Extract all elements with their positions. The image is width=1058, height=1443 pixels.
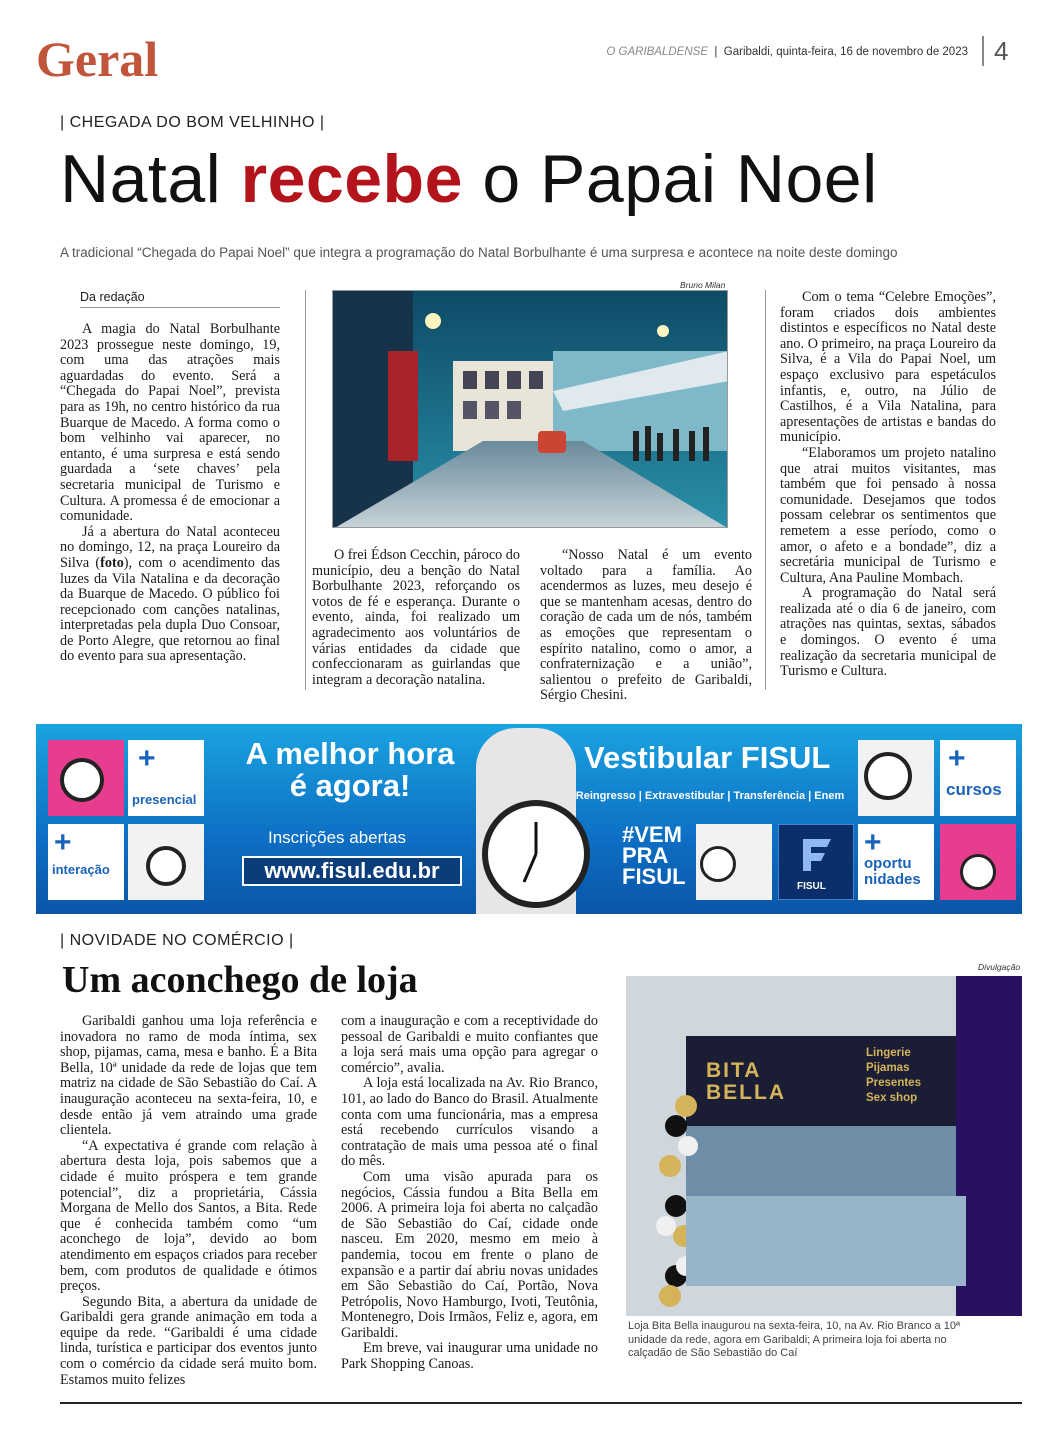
publication-name: O GARIBALDENSE — [606, 46, 708, 58]
ad-headline-line: A melhor hora — [245, 736, 455, 771]
story1-column-1 — [60, 322, 280, 665]
ad-plus-tile — [128, 740, 204, 816]
ad-photo-tile — [48, 740, 124, 816]
headline-part-c: o Papai Noel — [462, 141, 878, 217]
story1-column-4 — [780, 290, 996, 680]
hashtag-line: PRA — [622, 843, 669, 868]
story1-column-2 — [312, 548, 520, 688]
story2-kicker: | NOVIDADE NO COMÉRCIO | — [60, 932, 294, 949]
page-number: 4 — [982, 36, 1008, 66]
page-bottom-rule — [60, 1402, 1022, 1404]
story2-column-2 — [341, 1014, 598, 1373]
ad-plus-tile — [858, 824, 934, 900]
paragraph: “Nosso Natal é um evento voltado para a família. Ao acendermos as luzes, meu desejo é que se mantenham acesas, dentro do coração de cada um de nós, também as emoções que representam o espírito natalino, como o amor, a confraternização e a união”, salientou o prefeito de Garibaldi, Sérgio Chesini. — [540, 547, 752, 704]
paragraph: Com o tema “Celebre Emoções”, foram criados dois ambientes distintos e específicos no Natal deste ano. O primeiro, na praça Loureiro da Silva, é a Vila do Papai Noel, um espaço exclusivo para espetáculos infantis, e, outro, na Júlio de Castilhos, é a Vila Natalina, para apresentações de artistas e bandas do município. — [780, 289, 996, 446]
paragraph: Garibaldi ganhou uma loja referência e inovadora no ramo de moda íntima, sex shop, pijamas, cama, mesa e banho. É a Bita Bella, 10ª unidade da rede de lojas que tem matriz na cidade de São Sebastião do Caí. A inauguração aconteceu na sexta-feira, 10, e desde então já vem atraindo uma grade clientela. — [60, 1013, 317, 1139]
headline-highlight: recebe — [240, 141, 463, 217]
paragraph: “A expectativa é grande com relação à abertura desta loja, pois sabemos que a cidade é muito próspera e tem grande potencial”, diz a proprietária, Cássia Morgana de Mello dos Santos, a Bita. Rede que é conhecida também como “um aconchego de loja”, devido ao bom atendimento em espaços criados para receber bem, com produtos de qualidade e ótimos preços. — [60, 1137, 317, 1295]
plus-label: cursos — [946, 780, 1002, 799]
hashtag-line: FISUL — [622, 864, 686, 889]
ad-photo-tile — [696, 824, 772, 900]
store-photo — [626, 976, 1022, 1316]
date-text: Garibaldi, quinta-feira, 16 de novembro de 2023 — [723, 46, 968, 58]
ad-plus-tile — [48, 824, 124, 900]
plus-label-line: oportu — [864, 855, 912, 872]
fisul-ad-banner[interactable] — [36, 724, 1022, 914]
paragraph: A loja está localizada na Av. Rio Branco, 101, ao lado do Banco do Brasil. Atualmente conta com uma funcionária, mas a empresa está recebendo currículos visando a contratação de mais uma pessoa até o final do mês. — [341, 1075, 598, 1170]
paragraph — [60, 525, 280, 665]
story1-headline — [60, 140, 878, 218]
clock-icon — [146, 846, 186, 886]
photo-caption: Loja Bita Bella inaugurou na sexta-feira, 10, na Av. Rio Branco a 10ª unidade da rede, agora em Garibaldi; A primeira loja foi aberta no calçadão de São Sebastião do Caí — [628, 1320, 961, 1359]
store-service: Lingerie — [866, 1047, 911, 1059]
dateline — [606, 46, 968, 58]
night-street-image — [333, 291, 728, 528]
story2-column-1 — [60, 1014, 317, 1388]
headline-part-a: Natal — [60, 141, 241, 217]
clock-icon — [60, 758, 104, 802]
ad-photo-tile — [858, 740, 934, 816]
paragraph: A magia do Natal Borbulhante 2023 prossegue neste domingo, 19, com uma das atrações mais aguardadas do evento. Será a “Chegada do Papai Noel”, prevista para as 19h, no centro histórico da rua Buarque de Macedo. A forma como o bom velhinho vai aparecer, no entanto, é uma surpresa e está sendo guardada a ‘sete chaves’ pela secretaria municipal de Turismo e Cultura. A promessa é de emocionar a comunidade. — [60, 321, 280, 525]
store-sign-line: BITA — [706, 1059, 762, 1082]
store-service: Presentes — [866, 1077, 921, 1089]
plus-icon: + — [138, 742, 156, 775]
fisul-logo-tile — [778, 824, 854, 900]
plus-label — [864, 856, 921, 888]
story1-subhead: A tradicional “Chegada do Papai Noel” que integra a programação do Natal Borbulhante é uma surpresa e acontece na noite deste domingo — [60, 245, 898, 260]
ad-photo-tile — [128, 824, 204, 900]
fisul-logo-icon — [799, 835, 835, 875]
plus-icon: + — [54, 826, 72, 859]
plus-label: presencial — [132, 792, 197, 807]
paragraph: Segundo Bita, a abertura da unidade de Garibaldi gera grande animação em toda a equipe da rede. “Garibaldi é uma cidade linda, turística e participar dos eventos junto com o comércio da cidade será muito bom. Estamos muito felizes — [60, 1293, 317, 1388]
separator: | — [711, 46, 724, 58]
ad-vestibular-title: Vestibular FISUL — [584, 740, 831, 775]
clock-icon — [700, 846, 736, 882]
plus-label: interação — [52, 862, 110, 877]
ad-options: Reingresso | Extravestibular | Transferência | Enem — [575, 790, 845, 802]
big-clock-icon — [482, 800, 590, 908]
column-divider — [765, 290, 766, 690]
plus-icon: + — [948, 742, 966, 775]
store-service: Pijamas — [866, 1062, 910, 1074]
store-sign-line: BELLA — [706, 1081, 786, 1104]
byline: Da redação — [80, 290, 280, 308]
photo-credit: Bruno Milan — [680, 280, 726, 290]
paragraph: com a inauguração e com a receptividade do pessoal de Garibaldi e muito confiantes que a loja será mais uma opção para agregar o comércio”, avalia. — [341, 1013, 598, 1076]
ad-plus-tile — [940, 740, 1016, 816]
ad-photo-tile — [940, 824, 1016, 900]
text-run: ), com o acendimento das luzes da Vila Natalina e da decoração da Buarque de Macedo. O público foi recepcionado com canções natalinas, interpretadas pela dupla Duo Consoar, de Porto Alegre, que retornou ao final do evento para sua apresentação. — [60, 554, 281, 665]
clock-icon — [864, 752, 912, 800]
ad-hashtag — [622, 824, 686, 887]
plus-icon: + — [864, 826, 882, 859]
fisul-logo-text: FISUL — [797, 881, 826, 892]
clock-hands — [488, 806, 584, 902]
ad-headline-line: é agora! — [289, 768, 411, 803]
hashtag-line: #VEM — [622, 822, 682, 847]
text-run-bold: foto — [100, 554, 124, 571]
paragraph: Com uma visão apurada para os negócios, Cássia fundou a Bita Bella em 2006. A primeira loja foi aberta no calçadão de São Sebastião do Caí, cidade onde nasceu. Em 2020, mesmo em meio à pandemia, tocou em frente o plano de expansão e a partir daí abriu novas unidades em São Sebastião do Caí, Portão, Nova Petrópolis, Novo Hamburgo, Ivoti, Teutônia, Montenegro, Dois Irmãos, Feliz e, agora, em Garibaldi. — [341, 1168, 598, 1341]
clock-icon — [960, 854, 996, 890]
section-title: Geral — [36, 31, 159, 87]
story2-headline: Um aconchego de loja — [62, 959, 418, 1001]
story1-column-3 — [540, 548, 752, 704]
story1-kicker: | CHEGADA DO BOM VELHINHO | — [60, 114, 325, 131]
plus-label-line: nidades — [864, 871, 921, 888]
photo-credit: Divulgação — [978, 962, 1021, 972]
text-run: Já a abertura do Natal aconteceu no domingo, 12, na praça Loureiro da Silva ( — [60, 523, 280, 571]
store-front-image — [626, 976, 1022, 1316]
store-services-list — [866, 1046, 921, 1106]
paragraph: O frei Édson Cecchin, pároco do município, deu a benção do Natal Borbulhante 2023, reforçando os votos de fé e esperança. Durante o evento, ainda, foi realizado um agradecimento aos voluntários de várias entidades da cidade que confeccionaram as guirlandas que integram a decoração natalina. — [312, 547, 520, 688]
ad-url-button[interactable]: www.fisul.edu.br — [242, 856, 462, 886]
christmas-street-photo — [332, 290, 728, 528]
paragraph: Em breve, vai inaugurar uma unidade no Park Shopping Canoas. — [341, 1340, 598, 1373]
store-service: Sex shop — [866, 1092, 918, 1104]
column-divider — [305, 290, 306, 690]
paragraph: A programação do Natal será realizada até o dia 6 de janeiro, com atrações nas quintas, sextas, sábados e domingos. O evento é uma realização da secretaria municipal de Turismo e Cultura. — [780, 585, 996, 680]
paragraph: “Elaboramos um projeto natalino que atrai muitos visitantes, mas também que foi pensado à nossa comunidade. Desejamos que todos possam celebrar os sentimentos que remetem a esse período, como o amor, o afeto e a bondade”, diz a secretária municipal de Turismo e Cultura, Ana Pauline Mombach. — [780, 444, 996, 586]
ad-inscricoes: Inscrições abertas — [268, 828, 406, 847]
store-sign — [706, 1060, 786, 1104]
ad-headline — [240, 738, 460, 802]
